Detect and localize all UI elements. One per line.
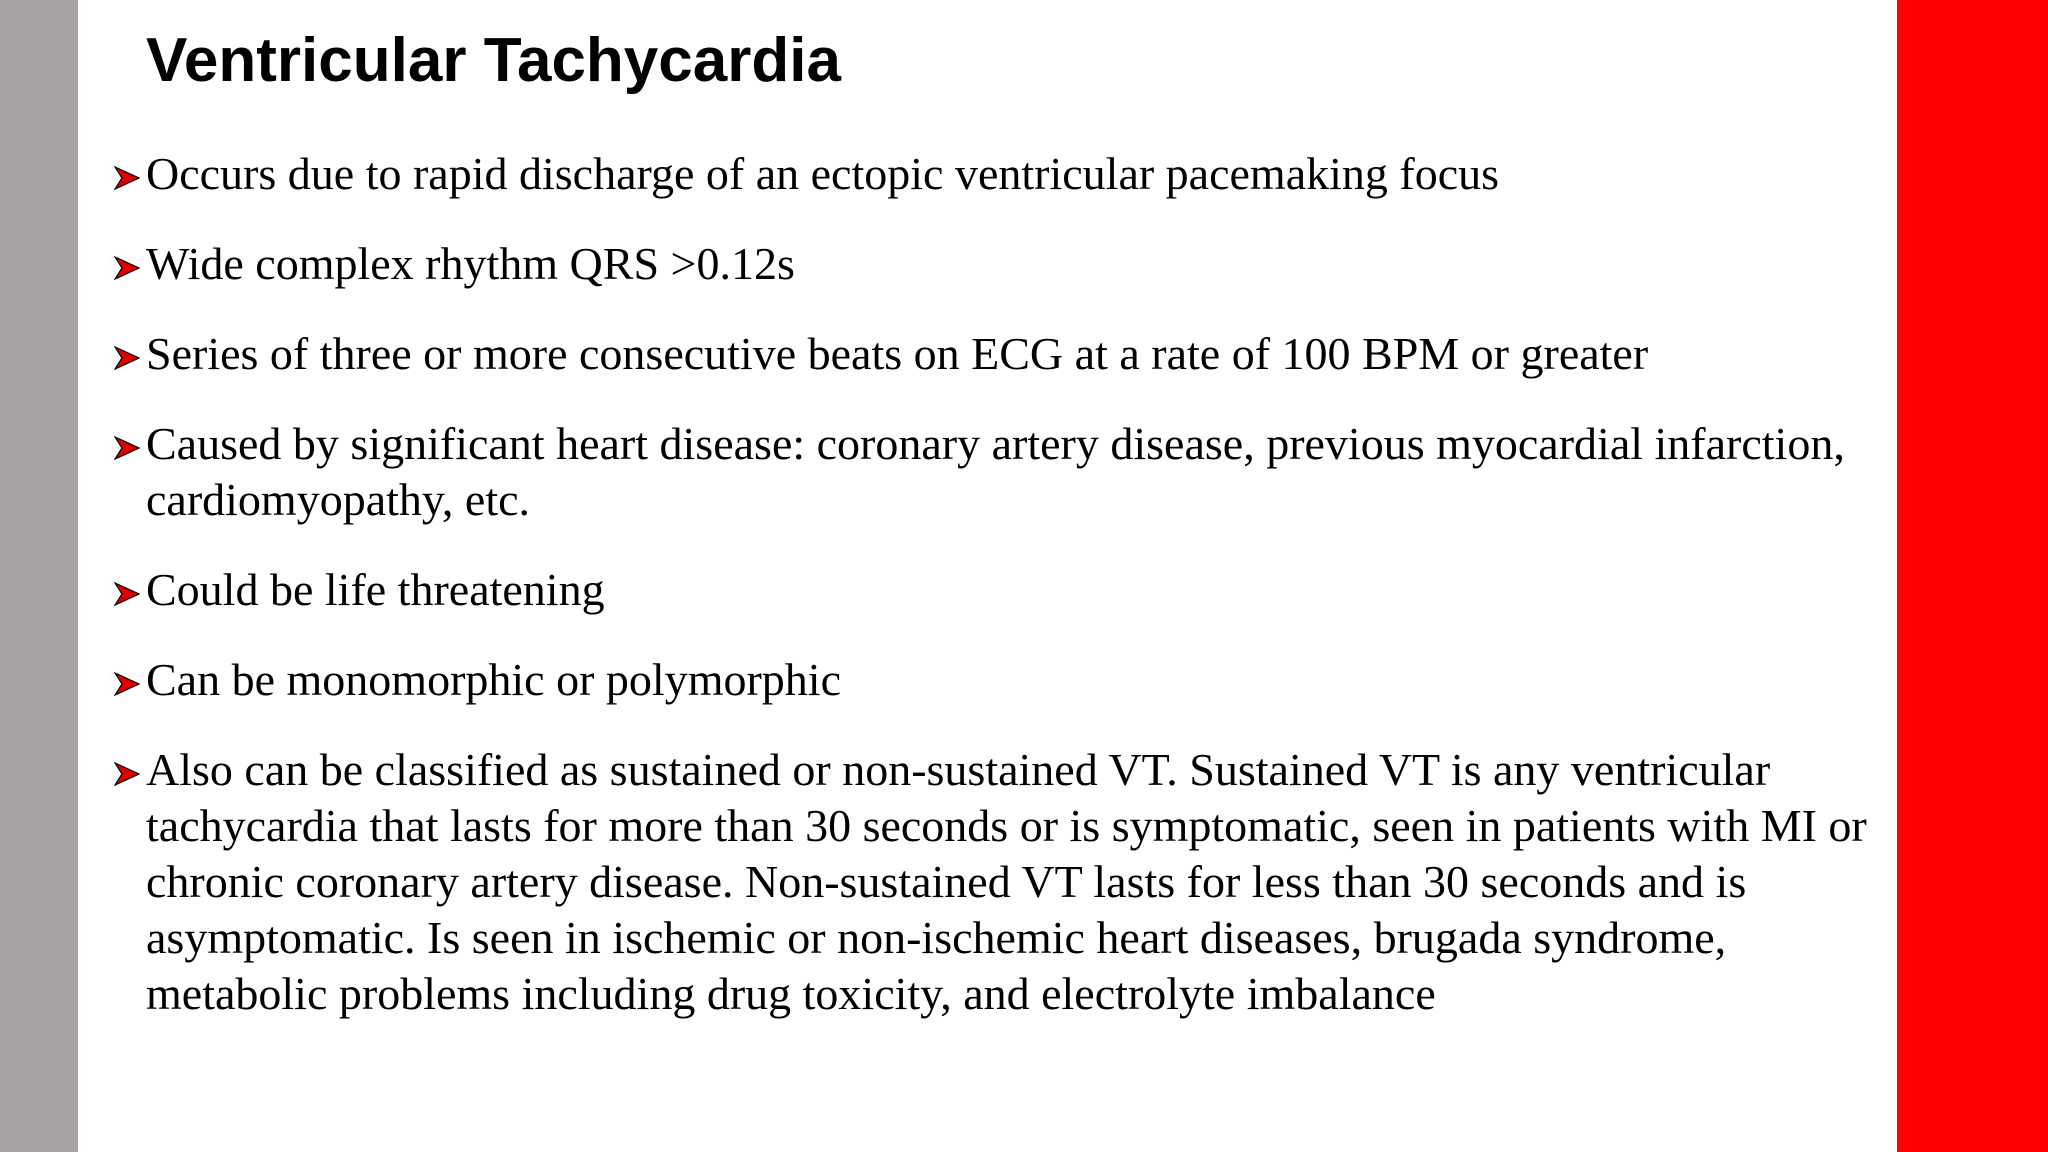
arrowhead-bullet-icon [114,436,140,460]
bullet-item-classification [112,742,1902,1022]
bullet-item-wide-complex [112,236,1902,292]
arrowhead-bullet-icon [114,256,140,280]
bullet-item-life-threatening [112,562,1902,618]
bullet-item-consecutive-beats [112,326,1902,382]
bullet-text: Series of three or more consecutive beats on ECG at a rate of 100 BPM or greater [146,328,1649,379]
arrowhead-bullet-icon [114,672,140,696]
bullet-text: Also can be classified as sustained or non-sustained VT. Sustained VT is any ventricular tachycardia that lasts for more than 30 seconds or is symptomatic, seen in patients with MI or chronic coronary artery disease. Non-sustained VT lasts for less than 30 seconds and is asymptomatic. Is seen in ischemic or non-ischemic heart diseases, brugada syndrome, metabolic problems including drug toxicity, and electrolyte imbalance [146,744,1867,1019]
arrowhead-bullet-icon [114,582,140,606]
bullet-list [112,146,1902,1056]
bullet-item-morphology [112,652,1902,708]
slide-title: Ventricular Tachycardia [146,26,841,95]
bullet-text: Occurs due to rapid discharge of an ectopic ventricular pacemaking focus [146,148,1500,199]
right-accent-band [1897,0,2048,1152]
bullet-text: Caused by significant heart disease: coronary artery disease, previous myocardial infarction, cardiomyopathy, etc. [146,418,1845,525]
bullet-item-causes [112,416,1902,528]
bullet-text: Can be monomorphic or polymorphic [146,654,841,705]
arrowhead-bullet-icon [114,166,140,190]
left-decorative-band [0,0,78,1152]
bullet-text: Could be life threatening [146,564,605,615]
arrowhead-bullet-icon [114,346,140,370]
bullet-item-rapid-discharge [112,146,1902,202]
bullet-text: Wide complex rhythm QRS >0.12s [146,238,795,289]
arrowhead-bullet-icon [114,762,140,786]
